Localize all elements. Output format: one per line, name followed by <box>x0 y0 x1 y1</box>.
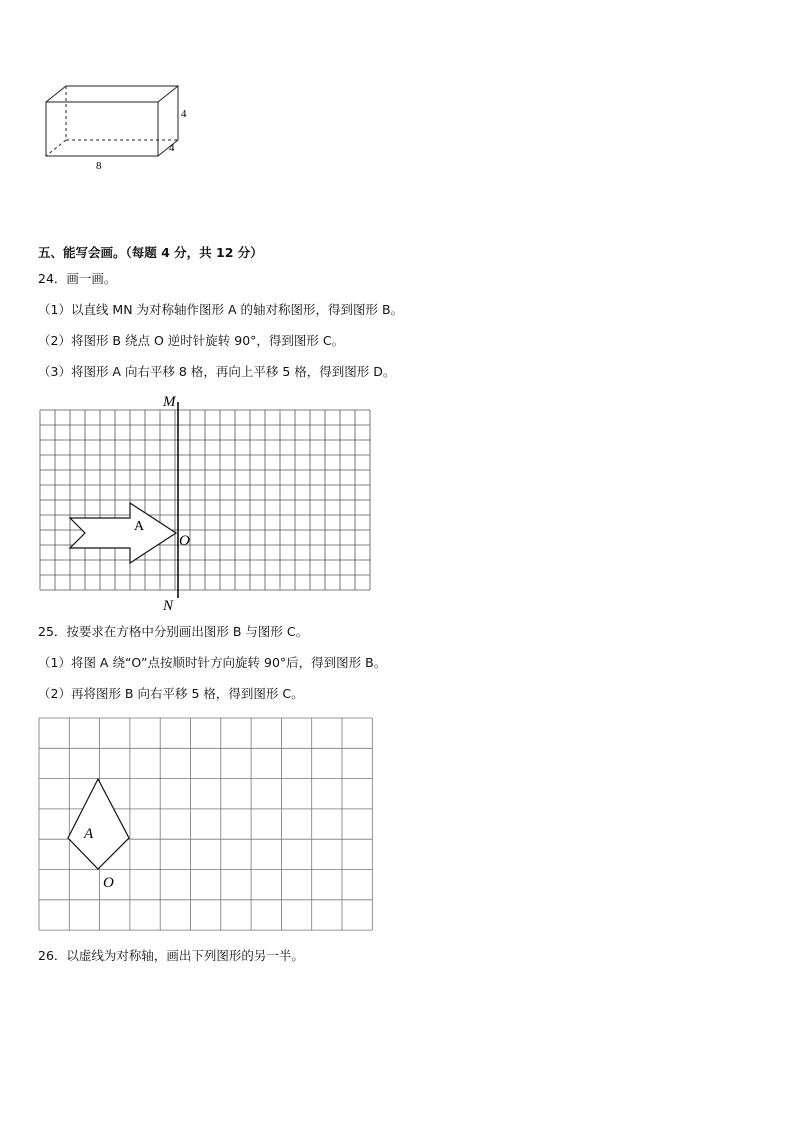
q26-title: 26．以虚线为对称轴，画出下列图形的另一半。 <box>38 948 304 963</box>
kite-o-label: O <box>103 875 114 891</box>
q25-item-1: （1）将图 A 绕“O”点按顺时针方向旋转 90°后，得到图形 B。 <box>38 655 387 670</box>
q24-grid-figure <box>30 392 390 614</box>
q24-title: 24．画一画。 <box>38 271 117 286</box>
cuboid-depth-label: 4 <box>169 142 175 154</box>
label-m: M <box>163 394 176 410</box>
cuboid-length-label: 8 <box>96 160 102 172</box>
q25-item-2: （2）再将图形 B 向右平移 5 格，得到图形 C。 <box>38 686 304 701</box>
q24-item-2: （2）将图形 B 绕点 O 逆时针旋转 90°，得到图形 C。 <box>38 333 345 348</box>
cuboid-height-label: 4 <box>181 108 187 120</box>
q24-item-3: （3）将图形 A 向右平移 8 格，再向上平移 5 格，得到图形 D。 <box>38 364 396 379</box>
label-n: N <box>163 598 174 614</box>
shape-a-kite <box>68 779 129 869</box>
q25-title: 25．按要求在方格中分别画出图形 B 与图形 C。 <box>38 624 309 639</box>
q24-grid <box>40 410 370 590</box>
kite-a-label: A <box>84 826 94 842</box>
cuboid-front-face <box>46 102 158 156</box>
cuboid-figure <box>30 70 210 180</box>
section-title: 五、能写会画。（每题 4 分，共 12 分） <box>38 245 263 260</box>
q24-item-1: （1）以直线 MN 为对称轴作图形 A 的轴对称图形，得到图形 B。 <box>38 302 404 317</box>
q25-grid-figure <box>38 717 374 933</box>
shape-a-label: A <box>134 519 145 534</box>
label-o: O <box>179 533 190 549</box>
cuboid-right-face <box>158 86 178 156</box>
